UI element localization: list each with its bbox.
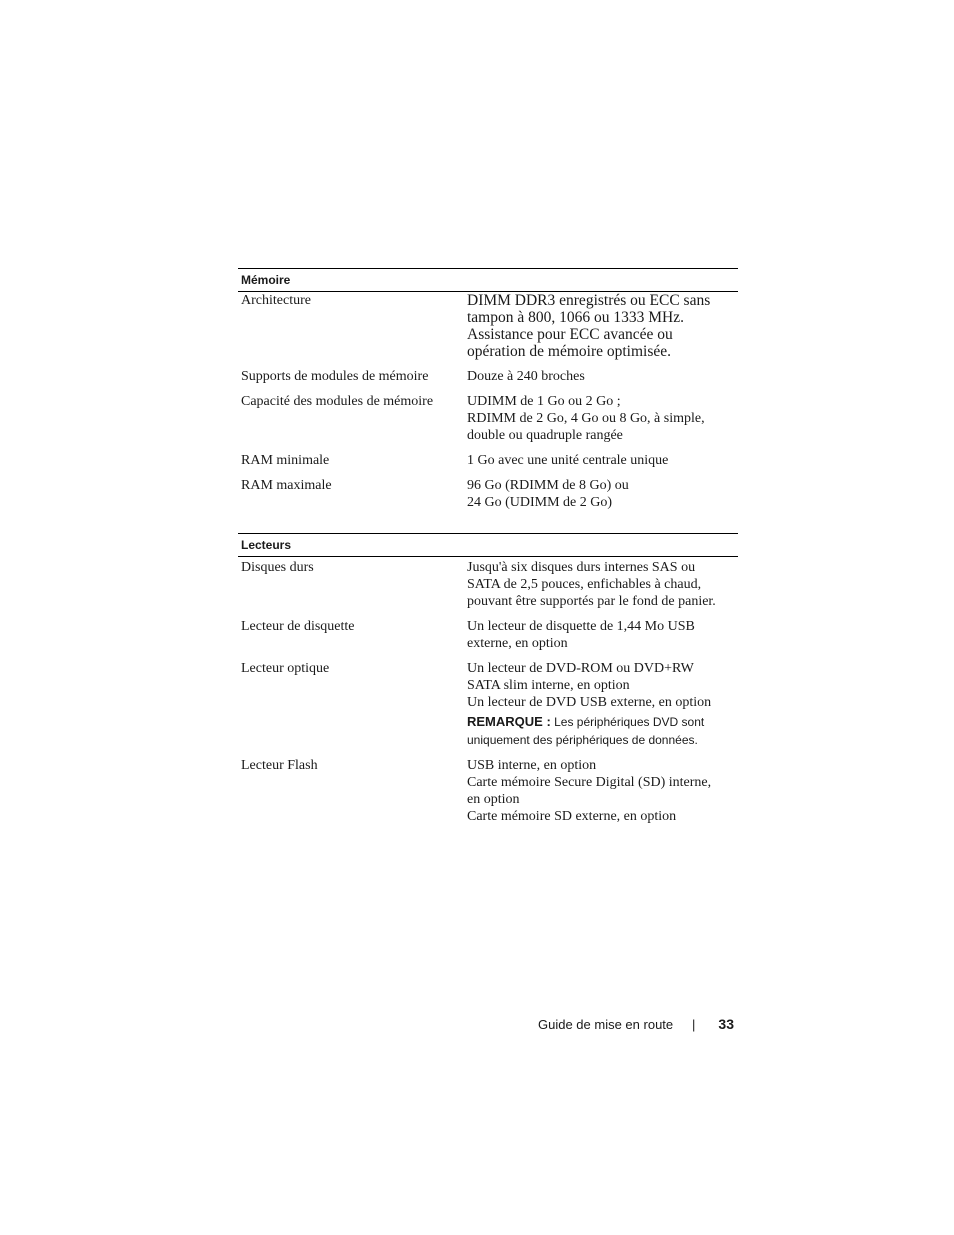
spec-value [467,393,738,444]
page-number: 33 [718,1016,734,1032]
memory-section [238,268,738,511]
drives-section [238,533,738,825]
spec-label: Lecteur Flash [241,758,318,773]
spec-value [467,368,738,385]
spec-value-line: tampon à 800, 1066 ou 1333 MHz. [467,309,684,326]
spec-value-line: Un lecteur de DVD USB externe, en option [467,695,712,710]
spec-label: Lecteur de disquette [241,619,355,634]
spec-value-line: opération de mémoire optimisée. [467,343,672,360]
spec-label: RAM maximale [241,478,332,493]
spec-row-memory-slots [238,360,738,385]
note-text: uniquement des périphériques de données. [467,733,698,747]
spec-value-line: Jusqu'à six disques durs internes SAS ou [467,560,696,575]
spec-value-line: 96 Go (RDIMM de 8 Go) ou [467,478,629,493]
spec-label: Architecture [241,293,311,308]
section-header-memory: Mémoire [238,268,738,292]
spec-value [467,559,738,610]
spec-value-line: Carte mémoire Secure Digital (SD) interne, [467,775,712,790]
spec-row-optical-drive [238,652,738,749]
spec-row-max-ram [238,469,738,511]
note [467,713,738,749]
spec-label: RAM minimale [241,453,330,468]
spec-row-floppy-drive [238,610,738,652]
note-label: REMARQUE : [467,714,551,729]
spec-value-line: RDIMM de 2 Go, 4 Go ou 8 Go, à simple, [467,411,705,426]
spec-value-line: 24 Go (UDIMM de 2 Go) [467,495,613,510]
spec-value-line: Assistance pour ECC avancée ou [467,326,673,343]
spec-label: Capacité des modules de mémoire [241,394,434,409]
spec-value-line: 1 Go avec une unité centrale unique [467,453,669,468]
footer-separator: | [692,1017,696,1032]
spec-label: Supports de modules de mémoire [241,369,429,384]
spec-value-line: USB interne, en option [467,758,597,773]
spec-value-line: externe, en option [467,636,568,651]
spec-value-line: Un lecteur de DVD-ROM ou DVD+RW [467,661,694,676]
spec-row-architecture [238,292,738,360]
spec-value-line: DIMM DDR3 enregistrés ou ECC sans [467,292,711,309]
spec-label: Lecteur optique [241,661,330,676]
spec-value-line: double ou quadruple rangée [467,428,623,443]
spec-value [467,618,738,652]
spec-value-line: pouvant être supportés par le fond de panier. [467,594,716,609]
spec-value-line: Carte mémoire SD externe, en option [467,809,677,824]
spec-value-line: SATA de 2,5 pouces, enfichables à chaud, [467,577,702,592]
spec-value [467,452,738,469]
note-text: Les périphériques DVD sont [550,715,705,729]
spec-value-line: Un lecteur de disquette de 1,44 Mo USB [467,619,695,634]
spec-row-hard-drives [238,557,738,610]
footer-title: Guide de mise en route [538,1017,674,1032]
spec-value [467,660,738,749]
spec-value-line: SATA slim interne, en option [467,678,630,693]
spec-label: Disques durs [241,560,314,575]
spec-value-line: en option [467,792,520,807]
spec-value [467,477,738,511]
spec-row-min-ram [238,444,738,469]
spec-value [467,292,738,360]
spec-value-line: Douze à 240 broches [467,369,585,384]
section-header-drives: Lecteurs [238,533,738,557]
spec-value [467,757,738,825]
spec-row-module-capacity [238,385,738,444]
spec-row-flash-drive [238,749,738,825]
spec-value-line: UDIMM de 1 Go ou 2 Go ; [467,394,621,409]
